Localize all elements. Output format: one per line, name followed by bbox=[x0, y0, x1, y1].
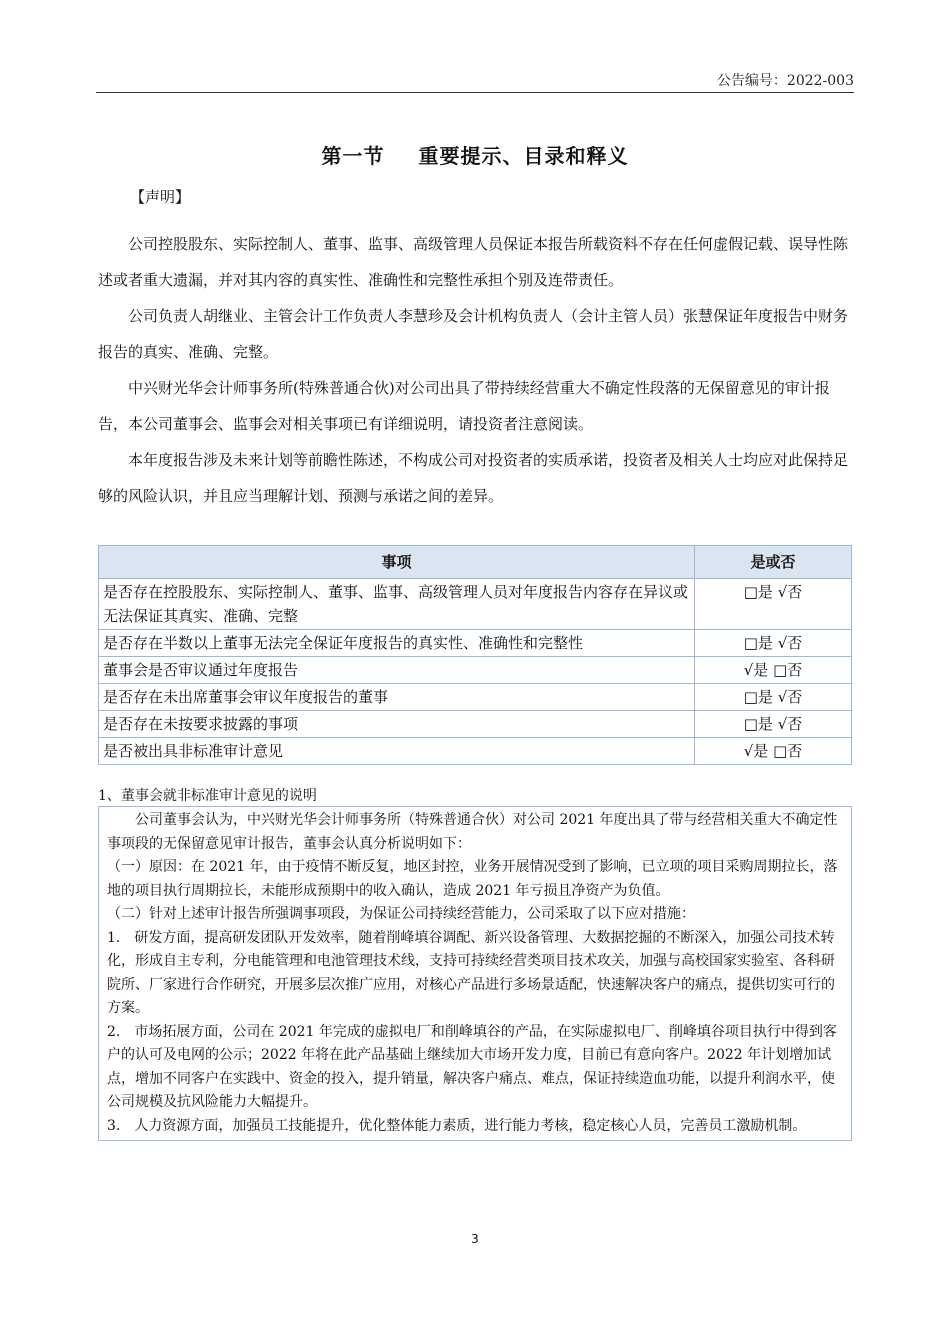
table-row bbox=[99, 657, 852, 684]
explanation-reason: （一）原因：在 2021 年，由于疫情不断反复，地区封控，业务开展情况受到了影响，已立项的项目采购周期拉长，落地的项目执行周期拉长，未能形成预期中的收入确认，造成 2021 年亏损且净资产为负值。 bbox=[107, 859, 838, 899]
answer-cell: □是 √否 bbox=[695, 630, 852, 657]
table-row bbox=[99, 579, 852, 630]
item-cell: 是否存在半数以上董事无法完全保证年度报告的真实性、准确性和完整性 bbox=[99, 630, 695, 657]
measure-item: 2. 市场拓展方面，公司在 2021 年完成的虚拟电厂和削峰填谷的产品，在实际虚拟电厂、削峰填谷项目执行中得到客户的认可及电网的公示；2022 年将在此产品基础上继续加大市场开发力度，目前已有意向客户。2022 年计划增加试点，增加不同客户在实践中、资金的投入，提升销量，解决客户痛点、难点，保证持续造血功能，以提升利润水平，使公司规模及抗风险能力大幅提升。 bbox=[107, 1023, 837, 1110]
answer-cell: √是 □否 bbox=[695, 657, 852, 684]
declaration-paragraph: 公司负责人胡继业、主管会计工作负责人李慧珍及会计机构负责人（会计主管人员）张慧保证年度报告中财务报告的真实、准确、完整。 bbox=[98, 307, 849, 361]
column-header-answer: 是或否 bbox=[695, 546, 852, 579]
explanation-intro: 公司董事会认为，中兴财光华会计师事务所（特殊普通合伙）对公司 2021 年度出具了带与经营相关重大不确定性事项段的无保留意见审计报告，董事会认真分析说明如下： bbox=[107, 812, 838, 852]
table-row bbox=[99, 630, 852, 657]
declaration-paragraph: 中兴财光华会计师事务所(特殊普通合伙)对公司出具了带持续经营重大不确定性段落的无保留意见的审计报告，本公司董事会、监事会对相关事项已有详细说明，请投资者注意阅读。 bbox=[98, 379, 830, 433]
item-cell: 是否存在未出席董事会审议年度报告的董事 bbox=[99, 684, 695, 711]
header-divider bbox=[96, 92, 854, 93]
section-number: 第一节 bbox=[321, 144, 385, 168]
table-header-row bbox=[99, 546, 852, 579]
confirmation-table bbox=[98, 545, 852, 765]
explanation-title: 1、董事会就非标准审计意见的说明 bbox=[98, 788, 317, 804]
measure-item: 3. 人力资源方面，加强员工技能提升，优化整体能力素质，进行能力考核，稳定核心人员，完善员工激励机制。 bbox=[107, 1117, 807, 1134]
section-title bbox=[0, 140, 950, 169]
declaration-label: 【声明】 bbox=[130, 188, 191, 206]
explanation-box bbox=[98, 806, 852, 1141]
declaration-paragraph: 本年度报告涉及未来计划等前瞻性陈述，不构成公司对投资者的实质承诺，投资者及相关人士均应对此保持足够的风险认识，并且应当理解计划、预测与承诺之间的差异。 bbox=[98, 451, 849, 505]
item-cell: 是否存在控股股东、实际控制人、董事、监事、高级管理人员对年度报告内容存在异议或无法保证其真实、准确、完整 bbox=[99, 579, 695, 630]
item-cell: 董事会是否审议通过年度报告 bbox=[99, 657, 695, 684]
measures-title: （二）针对上述审计报告所强调事项段，为保证公司持续经营能力，公司采取了以下应对措施： bbox=[107, 906, 695, 922]
table-row bbox=[99, 738, 852, 765]
table-row bbox=[99, 684, 852, 711]
section-heading: 重要提示、目录和释义 bbox=[418, 144, 629, 168]
answer-cell: √是 □否 bbox=[695, 738, 852, 765]
table-row bbox=[99, 711, 852, 738]
item-cell: 是否存在未按要求披露的事项 bbox=[99, 711, 695, 738]
answer-cell: □是 √否 bbox=[695, 579, 852, 630]
announcement-code: 公告编号：2022-003 bbox=[716, 73, 854, 89]
declaration-body bbox=[98, 226, 854, 514]
declaration-paragraph: 公司控股股东、实际控制人、董事、监事、高级管理人员保证本报告所载资料不存在任何虚假记载、误导性陈述或者重大遗漏，并对其内容的真实性、准确性和完整性承担个别及连带责任。 bbox=[98, 235, 849, 289]
answer-cell: □是 √否 bbox=[695, 684, 852, 711]
column-header-item: 事项 bbox=[99, 546, 695, 579]
measure-item: 1. 研发方面，提高研发团队开发效率，随着削峰填谷调配、新兴设备管理、大数据挖掘的不断深入，加强公司技术转化，形成自主专利，分电能管理和电池管理技术线，支持可持续经营类项目技术攻关，加强与高校国家实验室、各科研院所、厂家进行合作研究，开展多层次推广应用，对核心产品进行多场景适配，快速解决客户的痛点，提供切实可行的方案。 bbox=[107, 929, 835, 1016]
page-number: 3 bbox=[471, 1232, 479, 1246]
item-cell: 是否被出具非标准审计意见 bbox=[99, 738, 695, 765]
answer-cell: □是 √否 bbox=[695, 711, 852, 738]
